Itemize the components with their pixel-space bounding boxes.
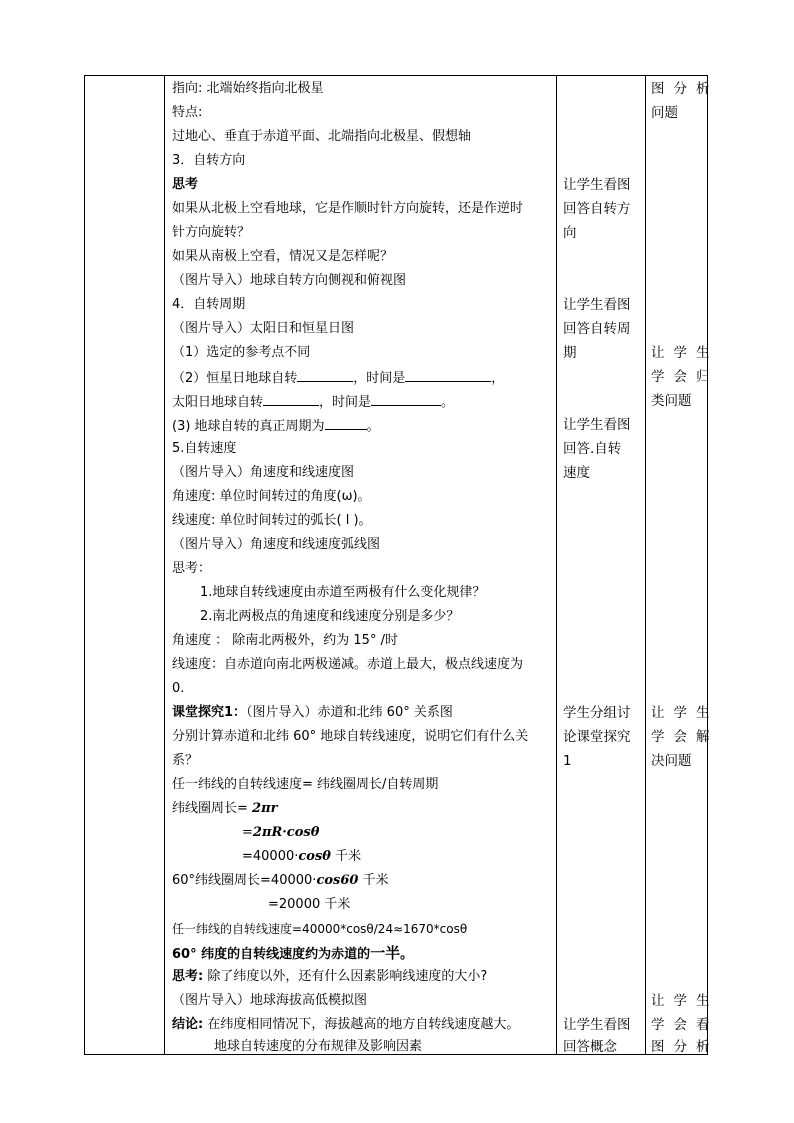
question-item: 2.南北两极点的角速度和线速度分别是多少？	[200, 609, 460, 624]
formula-line	[242, 848, 361, 866]
text-segment: 纬线圈周长=	[172, 801, 253, 816]
text-line: 指向: 北端始终指向北极星	[172, 81, 324, 96]
activity-text: 1	[563, 753, 572, 769]
section-heading: 3．自转方向	[172, 153, 246, 168]
text-segment: 60°纬线圈周长=40000·	[172, 873, 317, 888]
intent-text: 让学生	[651, 705, 719, 721]
intent-text: 让学生	[651, 993, 719, 1009]
intent-text: 让学生	[651, 345, 719, 361]
formula-line	[242, 824, 319, 842]
text-segment: （2）恒星日地球自转	[172, 371, 298, 386]
question-item: 1.地球自转线速度由赤道至两极有什么变化规律？	[200, 585, 486, 600]
text-segment: 。	[441, 395, 455, 410]
inquiry-heading: 课堂探究1：	[172, 705, 247, 720]
text-line: 0.	[172, 681, 185, 696]
blank-underline	[405, 368, 491, 382]
activity-text: 学生分组讨	[563, 705, 631, 721]
text-line: 角速度 ： 除南北两极外，约为 15° /时	[172, 633, 398, 648]
think-line	[172, 968, 487, 986]
text-line: （图片导入）角速度和线速度弧线图	[172, 537, 381, 552]
activity-text: 让学生看图	[563, 1017, 631, 1033]
section-heading: 5.自转速度	[172, 441, 237, 456]
fill-blank-line	[172, 392, 454, 412]
text-segment: 太阳日地球自转	[172, 395, 264, 410]
section-heading: 4．自转周期	[172, 297, 246, 312]
text-segment: =	[242, 825, 253, 840]
intent-text: 类问题	[651, 393, 692, 409]
think-heading: 思考	[172, 177, 199, 192]
formula: 2πr	[252, 801, 278, 816]
intent-text: 问题	[651, 105, 678, 121]
text-segment: 在纬度相同情况下，海拔越高的地方自转线速度越大。	[203, 1017, 520, 1032]
activity-text: 论课堂探究	[563, 729, 631, 745]
emphasis: 一半	[370, 944, 401, 962]
formula-line: =20000 千米	[268, 897, 351, 912]
text-segment: 。	[400, 947, 414, 962]
text-line: 任一纬线的自转线速度= 纬线圈周长/自转周期	[172, 777, 439, 792]
activity-text: 回答概念	[563, 1039, 617, 1055]
column-divider	[645, 76, 646, 1054]
intent-text: 学会解	[651, 729, 719, 745]
lesson-table	[84, 75, 719, 1055]
text-line: 任一纬线的自转线速度=40000*cosθ/24≈1670*cosθ	[172, 922, 468, 936]
text-line: 线速度: 单位时间转过的弧长( l )。	[172, 513, 372, 528]
formula: 2πR·cosθ	[252, 825, 320, 840]
fill-blank-line	[172, 416, 380, 436]
formula-line	[172, 872, 389, 890]
text-segment: =40000·	[242, 849, 299, 864]
text-line: 针方向旋转？	[172, 225, 251, 240]
activity-text: 向	[563, 225, 577, 241]
blank-underline	[297, 368, 353, 382]
activity-text: 回答自转方	[563, 201, 631, 217]
column-divider	[556, 76, 557, 1054]
activity-text: 让学生看图	[563, 297, 631, 313]
text-segment: 千米	[358, 873, 389, 888]
text-line: 过地心、垂直于赤道平面、北端指向北极星、假想轴	[172, 129, 472, 144]
activity-text: 让学生看图	[563, 417, 631, 433]
text-line: 思考：	[172, 561, 212, 576]
formula: cosθ	[298, 849, 331, 864]
activity-text: 回答.自转	[563, 441, 622, 457]
text-segment: (3) 地球自转的真正周期为	[172, 419, 325, 434]
text-segment: ，时间是	[319, 395, 372, 410]
text-segment: （图片导入）赤道和北纬 60° 关系图	[246, 705, 453, 720]
text-segment: ，	[491, 371, 505, 386]
inquiry-line	[172, 704, 453, 722]
conclusion-line	[172, 1016, 519, 1034]
text-line: 特点:	[172, 105, 203, 120]
text-line: （图片导入）太阳日和恒星日图	[172, 321, 355, 336]
conclusion-heading: 结论:	[172, 1017, 204, 1032]
text-line: 线速度：自赤道向南北两极递减。赤道上最大，极点线速度为	[172, 657, 524, 672]
intent-text: 图分析	[651, 81, 719, 97]
text-line: （图片导入）地球自转方向侧视和俯视图	[172, 273, 407, 288]
activity-text: 让学生看图	[563, 177, 631, 193]
text-line: （图片导入）角速度和线速度图	[172, 465, 355, 480]
text-line: 分别计算赤道和北纬 60° 地球自转线速度，说明它们有什么关	[172, 729, 529, 744]
text-segment: 60° 纬度的自转线速度约为赤道的	[172, 947, 371, 962]
formula: cos60	[316, 873, 359, 888]
text-line: （图片导入）地球海拔高低模拟图	[172, 993, 368, 1008]
text-line: 如果从北极上空看地球，它是作顺时针方向旋转，还是作逆时	[172, 201, 524, 216]
activity-text: 回答自转周	[563, 321, 631, 337]
text-line: 系？	[172, 753, 199, 768]
activity-text: 速度	[563, 465, 590, 481]
blank-underline	[325, 416, 367, 430]
conclusion-line	[172, 944, 413, 964]
intent-text: 学会看	[651, 1017, 719, 1033]
intent-text: 决问题	[651, 753, 692, 769]
text-segment: 千米	[330, 849, 362, 864]
text-line: 如果从南极上空看，情况又是怎样呢？	[172, 249, 394, 264]
text-segment: 除了纬度以外，还有什么因素影响线速度的大小?	[203, 969, 488, 984]
fill-blank-line	[172, 368, 504, 388]
blank-underline	[371, 392, 441, 406]
activity-text: 期	[563, 345, 577, 361]
text-line: 地球自转速度的分布规律及影响因素	[214, 1039, 423, 1054]
column-divider	[164, 76, 165, 1054]
intent-text: 图分析	[651, 1039, 719, 1055]
think-heading: 思考:	[172, 969, 204, 984]
text-line: （1）选定的参考点不同	[172, 345, 311, 360]
text-segment: ，时间是	[353, 371, 406, 386]
intent-text: 学会归	[651, 369, 719, 385]
blank-underline	[263, 392, 319, 406]
text-segment: 。	[366, 419, 380, 434]
formula-line	[172, 800, 277, 818]
text-line: 角速度: 单位时间转过的角度(ω)。	[172, 489, 371, 504]
